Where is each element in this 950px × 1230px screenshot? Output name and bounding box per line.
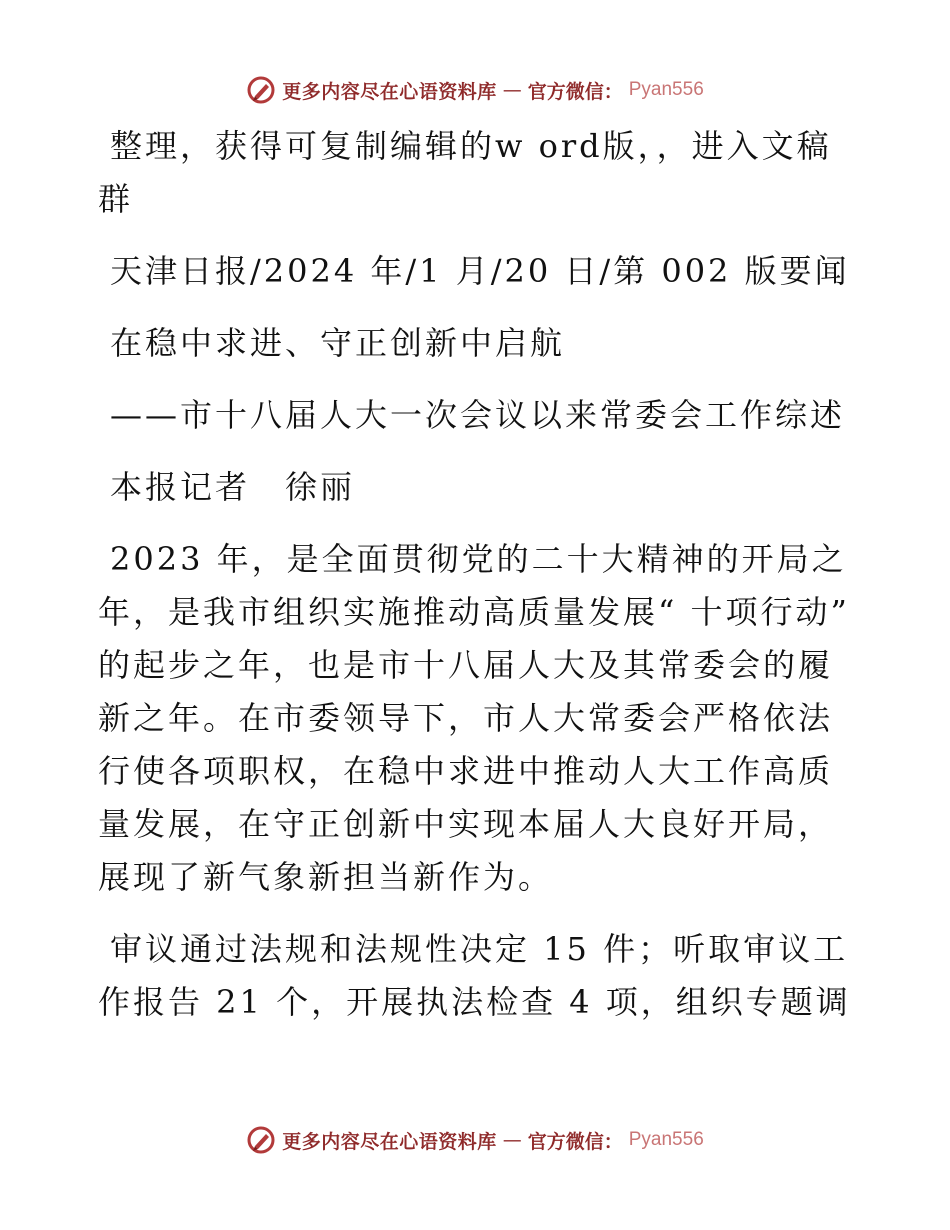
banner-inner (246, 75, 704, 105)
banner-wechat-id: Pyan556 (628, 79, 704, 100)
source-line: 天津日报/2024 年/1 月/20 日/第 002 版要闻 (110, 252, 850, 290)
footer-banner (0, 1120, 950, 1160)
byline: 本报记者 徐丽 (110, 468, 356, 506)
banner-wechat-label: 官方微信： (527, 80, 623, 103)
banner-wechat-label: 官方微信： (527, 1130, 623, 1153)
paragraph-1: 2023 年，是全面贯彻党的二十大精神的开局之年，是我市组织实施推动高质量发展“ 十项行动” 的起步之年，也是市十八届人大及其常委会的履新之年。在市委领导下，市人大常委会严格依法行使各项职权，在稳中求进中推动人大工作高质量发展，在守正创新中实现本届人大良好开局，展现了新气象新担当新作为。 (98, 540, 850, 896)
paragraph-2: 审议通过法规和法规性决定 15 件；听取审议工作报告 21 个，开展执法检查 4 项，组织专题调 (98, 930, 851, 1021)
banner-separator: — (502, 1129, 522, 1151)
article-title: 在稳中求进、守正创新中启航 (110, 324, 566, 362)
banner-wechat-id: Pyan556 (628, 1129, 704, 1150)
document-body (98, 120, 858, 1048)
intro-text: 整理，获得可复制编辑的w ord版，，进入文稿群 (98, 127, 832, 218)
banner-site-text: 更多内容尽在心语资料库 (282, 80, 497, 103)
pen-logo-icon (246, 1125, 276, 1155)
pen-logo-icon (246, 75, 276, 105)
banner-site-text: 更多内容尽在心语资料库 (282, 1130, 497, 1153)
header-banner (0, 70, 950, 110)
banner-inner-bottom (246, 1125, 704, 1155)
article-subtitle: ——市十八届人大一次会议以来常委会工作综述 (110, 396, 846, 434)
banner-separator: — (502, 79, 522, 101)
